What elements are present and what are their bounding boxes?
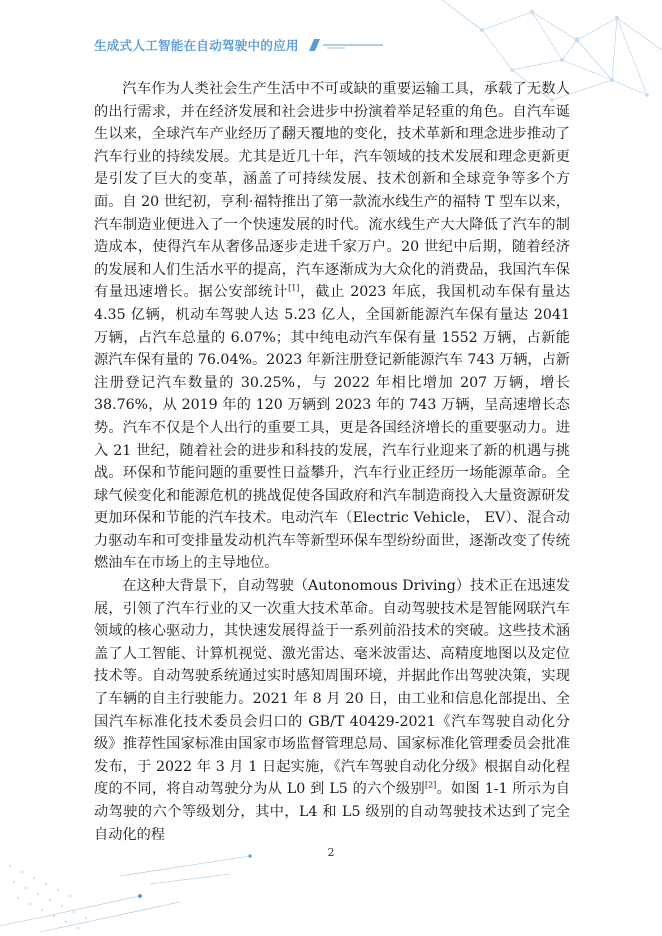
text-run: 在这种大背景下，自动驾驶（Autonomous Driving）技术正在迅速发展，引领了汽车行业的又一次重大技术革命。自动驾驶技术是智能网联汽车领域的核心驱动力，其快速发展得益于一系列前沿技术的突破。这些技术涵盖了人工智能、计算机视觉、激光雷达、毫米波雷达、高精度地图以及定位技术等。自动驾驶系统通过实时感知周围环境，并据此作出驾驶决策，实现了车辆的自主行驶能力。2021 年 8 月 20 日，由工业和信息化部提出、全国汽车标准化技术委员会归口的 GB/T 40429-2021《汽车驾驶自动化分级》推荐性国家标准由国家市场监督管理总局、国家标准化管理委员会批准发布，于 2022 年 3 月 1 日起实施，《汽车驾驶自动化分级》根据自动化程度的不同，将自动驾驶分为从 L0 到 L5 的六个级别 bbox=[94, 578, 570, 798]
running-header bbox=[94, 36, 385, 54]
citation-marker: [2] bbox=[424, 780, 437, 790]
bottom-dot-decoration bbox=[0, 836, 260, 936]
text-run: ，截止 2023 年底，我国机动车保有量达 4.35 亿辆，机动车驾驶人达 5.23 亿人，全国新能源汽车保有量达 2041 万辆，占汽车总量的 6.07%；其中纯电动汽车保有量 1552 万辆，占新能源汽车保有量的 76.04%。2023 年新注册登记新能源汽车 743 万辆，占新注册登记汽车数量的 30.25%，与 2022 年相比增加 207 万辆，增长 38.76%，从 2019 年的 120 万辆到 2023 年的 743 万辆，呈高速增长态势。汽车不仅是个人出行的重要工具，更是各国经济增长的重要驱动力。进入 21 世纪，随着社会的进步和科技的发展，汽车行业迎来了新的机遇与挑战。环保和节能问题的重要性日益攀升，汽车行业正经历一场能源革命。全球气候变化和能源危机的挑战促使各国政府和汽车制造商投入大量资源研发更加环保和节能的汽车技术。电动汽车（Electric Vehicle， EV）、混合动力驱动车和可变排量发动机汽车等新型环保车型纷纷面世，逐渐改变了传统燃油车在市场上的主导地位。 bbox=[94, 284, 570, 572]
page-number: 2 bbox=[327, 846, 335, 859]
text-run: 汽车作为人类社会生产生活中不可或缺的重要运输工具，承载了无数人的出行需求，并在经济发展和社会进步中扮演着举足轻重的角色。自汽车诞生以来，全球汽车产业经历了翻天覆地的变化，技术革新和理念进步推动了汽车行业的持续发展。尤其是近几十年，汽车领域的技术发展和理念更新更是引发了巨大的变革，涵盖了可持续发展、技术创新和全球竞争等多个方面。自 20 世纪初，亨利·福特推出了第一款流水线生产的福特 T 型车以来，汽车制造业便进入了一个快速发展的时代。流水线生产大大降低了汽车的制造成本，使得汽车从奢侈品逐步走进千家万户。20 世纪中后期，随着经济的发展和人们生活水平的提高，汽车逐渐成为大众化的消费品，我国汽车保有量迅速增长。据公安部统计 bbox=[94, 81, 570, 301]
paragraph-1 bbox=[94, 78, 570, 575]
paragraph-2 bbox=[94, 575, 570, 846]
body-text bbox=[94, 78, 570, 846]
header-title: 生成式人工智能在自动驾驶中的应用 bbox=[94, 38, 299, 53]
header-accent-icon bbox=[305, 37, 385, 53]
text-run: 。如图 1-1 所示为自动驾驶的六个等级划分，其中，L4 和 L5 级别的自动驾驶技术达到了完全自动化的程 bbox=[94, 781, 570, 843]
citation-marker: [1] bbox=[288, 283, 300, 293]
